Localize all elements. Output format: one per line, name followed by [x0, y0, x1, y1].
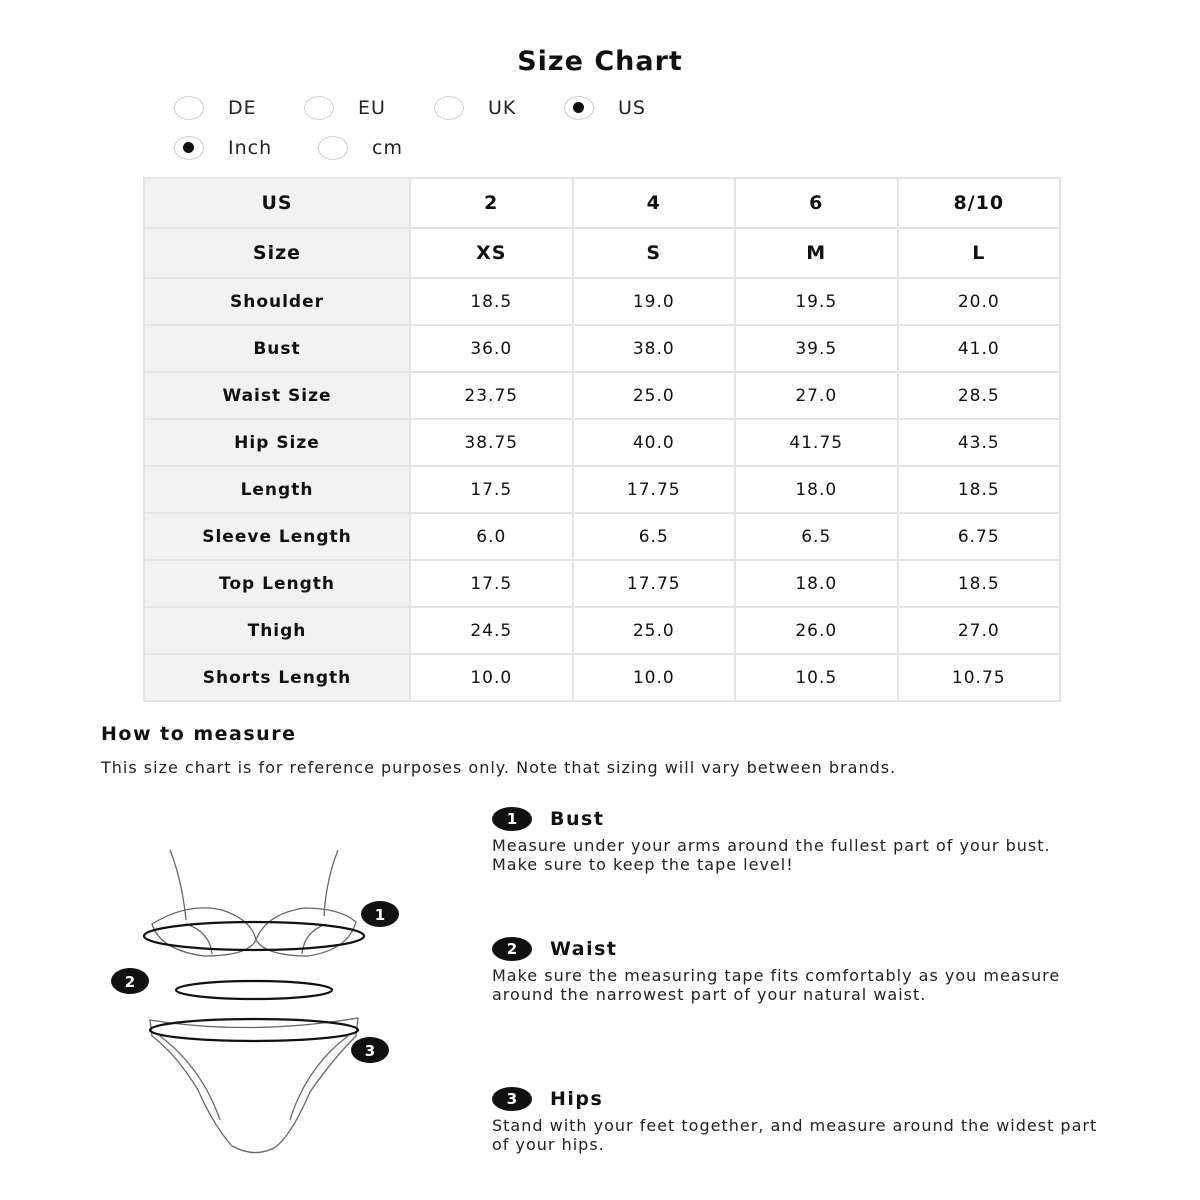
- radio-circle[interactable]: [564, 96, 594, 120]
- table-cell: XS: [410, 228, 573, 278]
- bikini-measurement-illustration: [100, 840, 430, 1180]
- table-cell: 41.0: [898, 325, 1061, 372]
- row-label: Shorts Length: [144, 654, 410, 701]
- table-cell: L: [898, 228, 1061, 278]
- table-cell: 8/10: [898, 178, 1061, 228]
- table-cell: 6.5: [735, 513, 898, 560]
- measure-step-hips: [492, 1086, 1112, 1154]
- marker-1-label: 1: [374, 906, 386, 924]
- table-row: [144, 228, 1060, 278]
- bust-measure-line: [144, 922, 364, 950]
- step-description: Stand with your feet together, and measure around the widest part of your hips.: [492, 1116, 1098, 1154]
- table-cell: 17.5: [410, 560, 573, 607]
- table-cell: 10.5: [735, 654, 898, 701]
- radio-circle[interactable]: [304, 96, 334, 120]
- table-cell: 10.75: [898, 654, 1061, 701]
- row-label: Size: [144, 228, 410, 278]
- table-row: [144, 607, 1060, 654]
- step-number-badge: 1: [492, 807, 532, 831]
- table-cell: 18.5: [898, 466, 1061, 513]
- radio-label: DE: [228, 97, 257, 119]
- table-cell: 23.75: [410, 372, 573, 419]
- table-cell: 6.0: [410, 513, 573, 560]
- table-cell: 6.5: [573, 513, 736, 560]
- table-cell: 6: [735, 178, 898, 228]
- table-row: [144, 278, 1060, 325]
- table-cell: 38.0: [573, 325, 736, 372]
- step-name: Waist: [550, 938, 618, 960]
- table-cell: 43.5: [898, 419, 1061, 466]
- hips-measure-line: [150, 1019, 358, 1041]
- radio-circle[interactable]: [174, 136, 204, 160]
- waist-measure-line: [176, 981, 332, 999]
- row-label: US: [144, 178, 410, 228]
- table-cell: 10.0: [410, 654, 573, 701]
- radio-label: Inch: [228, 137, 273, 159]
- table-cell: 19.0: [573, 278, 736, 325]
- region-radio-de[interactable]: [174, 96, 258, 120]
- table-cell: 17.5: [410, 466, 573, 513]
- table-cell: 26.0: [735, 607, 898, 654]
- table-row: [144, 513, 1060, 560]
- table-cell: 24.5: [410, 607, 573, 654]
- table-cell: 25.0: [573, 372, 736, 419]
- measure-step-waist: [492, 936, 1112, 1004]
- row-label: Length: [144, 466, 410, 513]
- radio-label: EU: [358, 97, 386, 119]
- table-cell: 28.5: [898, 372, 1061, 419]
- table-cell: 27.0: [898, 607, 1061, 654]
- strap-left: [170, 850, 186, 920]
- unit-radio-inch[interactable]: [174, 136, 278, 160]
- step-number-badge: 3: [492, 1087, 532, 1111]
- page-title: Size Chart: [517, 46, 683, 77]
- marker-1: [361, 901, 399, 927]
- table-cell: 27.0: [735, 372, 898, 419]
- step-name: Bust: [550, 808, 605, 830]
- table-cell: 18.5: [410, 278, 573, 325]
- strap-right: [324, 850, 338, 916]
- table-row: [144, 178, 1060, 228]
- table-cell: 2: [410, 178, 573, 228]
- measure-step-bust: [492, 806, 1112, 874]
- table-cell: 18.0: [735, 560, 898, 607]
- marker-2: [111, 968, 149, 994]
- marker-3: [351, 1037, 389, 1063]
- table-row: [144, 466, 1060, 513]
- radio-label: UK: [488, 97, 517, 119]
- step-name: Hips: [550, 1088, 604, 1110]
- table-cell: S: [573, 228, 736, 278]
- table-cell: 17.75: [573, 560, 736, 607]
- row-label: Waist Size: [144, 372, 410, 419]
- table-cell: 4: [573, 178, 736, 228]
- unit-radio-group: [174, 133, 443, 163]
- table-row: [144, 372, 1060, 419]
- row-label: Thigh: [144, 607, 410, 654]
- step-description: Measure under your arms around the fullest part of your bust. Make sure to keep the tape level!: [492, 836, 1051, 874]
- step-description: Make sure the measuring tape fits comfortably as you measure around the narrowest part of your natural waist.: [492, 966, 1061, 1004]
- table-cell: 6.75: [898, 513, 1061, 560]
- radio-circle[interactable]: [318, 136, 348, 160]
- how-to-measure-title: How to measure: [101, 723, 297, 745]
- table-cell: 39.5: [735, 325, 898, 372]
- radio-label: cm: [372, 137, 403, 159]
- table-cell: 25.0: [573, 607, 736, 654]
- how-to-measure-subtitle: This size chart is for reference purposes only. Note that sizing will vary between brands.: [101, 758, 897, 777]
- row-label: Hip Size: [144, 419, 410, 466]
- radio-circle[interactable]: [174, 96, 204, 120]
- bikini-bottom-leg-right: [290, 1036, 348, 1120]
- region-radio-eu[interactable]: [304, 96, 388, 120]
- table-cell: 18.0: [735, 466, 898, 513]
- marker-2-label: 2: [124, 973, 136, 991]
- table-cell: 38.75: [410, 419, 573, 466]
- table-row: [144, 419, 1060, 466]
- marker-3-label: 3: [364, 1042, 376, 1060]
- table-row: [144, 560, 1060, 607]
- step-number-badge: 2: [492, 937, 532, 961]
- table-cell: 10.0: [573, 654, 736, 701]
- region-radio-group: [174, 93, 694, 123]
- table-cell: 40.0: [573, 419, 736, 466]
- size-table: [143, 177, 1061, 702]
- table-cell: 20.0: [898, 278, 1061, 325]
- radio-label: US: [618, 97, 646, 119]
- row-label: Top Length: [144, 560, 410, 607]
- table-cell: M: [735, 228, 898, 278]
- table-cell: 18.5: [898, 560, 1061, 607]
- region-radio-uk[interactable]: [434, 96, 518, 120]
- row-label: Sleeve Length: [144, 513, 410, 560]
- row-label: Shoulder: [144, 278, 410, 325]
- table-row: [144, 654, 1060, 701]
- unit-radio-cm[interactable]: [318, 136, 403, 160]
- table-cell: 19.5: [735, 278, 898, 325]
- radio-circle[interactable]: [434, 96, 464, 120]
- table-cell: 41.75: [735, 419, 898, 466]
- table-row: [144, 325, 1060, 372]
- region-radio-us[interactable]: [564, 96, 648, 120]
- row-label: Bust: [144, 325, 410, 372]
- table-cell: 17.75: [573, 466, 736, 513]
- table-cell: 36.0: [410, 325, 573, 372]
